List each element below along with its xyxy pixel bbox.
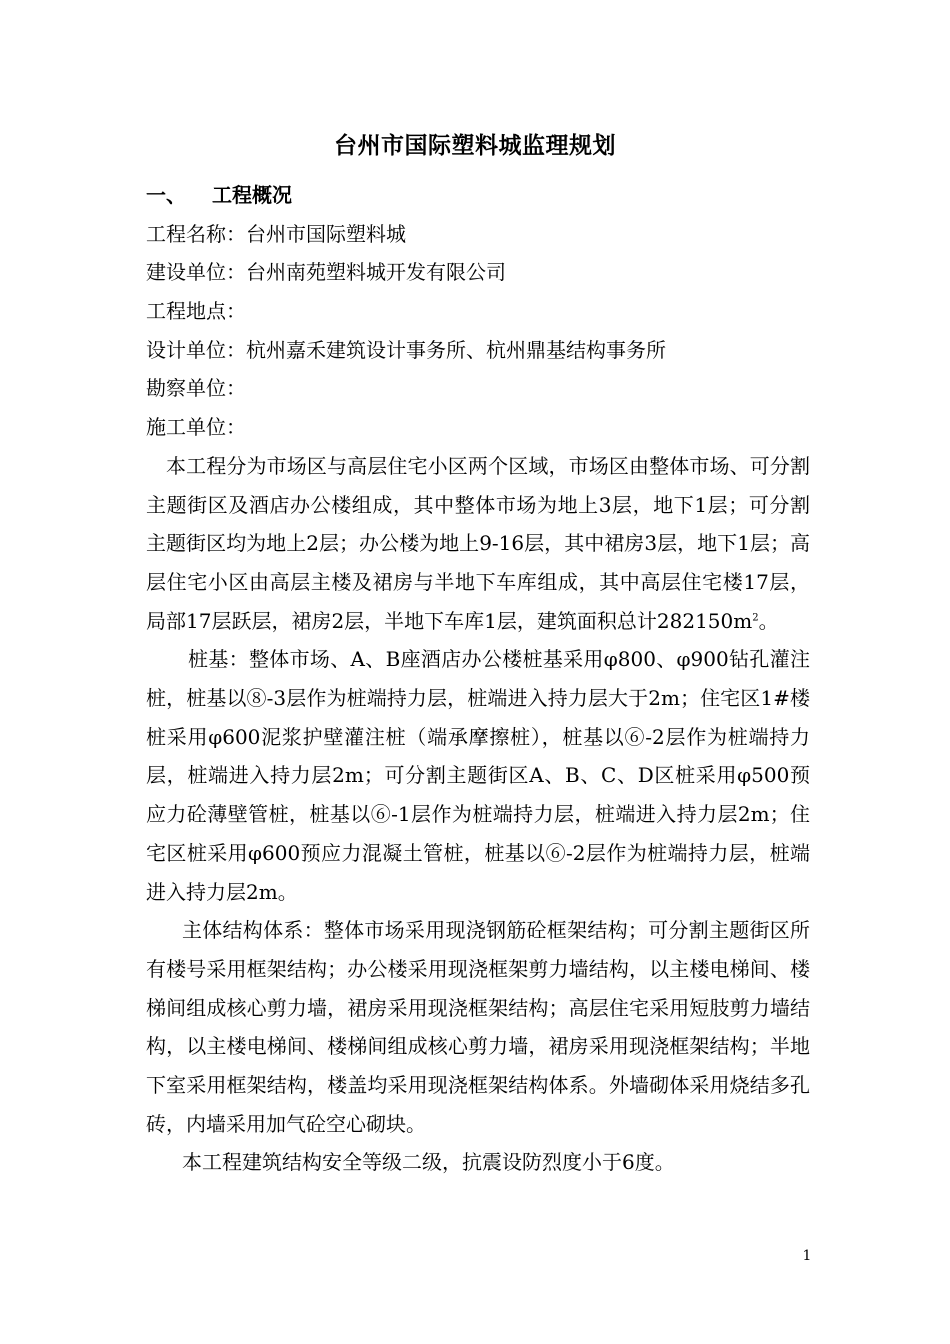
document-body	[146, 176, 810, 1182]
paragraph-safety: 本工程建筑结构安全等级二级，抗震设防烈度小于6度。	[182, 1150, 675, 1175]
paragraph-piles: 桩基：整体市场、A、B座酒店办公楼桩基采用φ800、φ900钻孔灌注桩，桩基以⑧-3层作为桩端持力层，桩端进入持力层大于2m；住宅区1#楼桩采用φ600泥浆护壁灌注桩（端承摩擦桩），桩基以⑥-2层作为桩端持力层，桩端进入持力层2m；可分割主题街区A、B、C、D区桩采用φ500预应力砼薄壁管桩，桩基以⑥-1层作为桩端持力层，桩端进入持力层2m；住宅区桩采用φ600预应力混凝土管桩，桩基以⑥-2层作为桩端持力层，桩端进入持力层2m。	[146, 647, 810, 904]
section-number: 一、	[146, 183, 186, 207]
field-developer	[146, 253, 810, 292]
field-label: 施工单位：	[146, 415, 246, 440]
superscript: 2	[752, 611, 759, 623]
field-value: 台州市国际塑料城	[246, 221, 406, 246]
page-number: 1	[802, 1248, 812, 1264]
field-project-name	[146, 215, 810, 254]
section-heading	[146, 176, 810, 215]
field-value: 杭州嘉禾建筑设计事务所、杭州鼎基结构事务所	[246, 337, 666, 362]
field-label: 工程地点：	[146, 299, 246, 324]
field-label: 建设单位：	[146, 260, 246, 285]
field-label: 勘察单位：	[146, 376, 246, 401]
paragraph-structure: 主体结构体系：整体市场采用现浇钢筋砼框架结构；可分割主题街区所有楼号采用框架结构；办公楼采用现浇框架剪力墙结构，以主楼电梯间、楼梯间组成核心剪力墙，裙房采用现浇框架结构；高层住宅采用短肢剪力墙结构，以主楼电梯间、楼梯间组成核心剪力墙，裙房采用现浇框架结构；半地下室采用框架结构，楼盖均采用现浇框架结构体系。外墙砌体采用烧结多孔砖，内墙采用加气砼空心砌块。	[146, 918, 810, 1136]
field-contractor	[146, 408, 810, 447]
paragraph-overview	[146, 447, 810, 641]
field-value: 台州南苑塑料城开发有限公司	[246, 260, 506, 285]
paragraph-end: 。	[758, 608, 779, 633]
field-label: 设计单位：	[146, 337, 246, 362]
section-title: 工程概况	[212, 183, 292, 207]
field-designer	[146, 331, 810, 370]
field-location	[146, 292, 810, 331]
document-title: 台州市国际塑料城监理规划	[334, 132, 616, 159]
field-survey	[146, 369, 810, 408]
paragraph-text: 本工程分为市场区与高层住宅小区两个区域，市场区由整体市场、可分割主题街区及酒店办公楼组成，其中整体市场为地上3层，地下1层；可分割主题街区均为地上2层；办公楼为地上9-16层，其中裙房3层，地下1层；高层住宅小区由高层主楼及裙房与半地下车库组成，其中高层住宅楼17层，局部17层跃层，裙房2层，半地下车库1层，建筑面积总计282150m	[146, 453, 810, 633]
field-label: 工程名称：	[146, 221, 246, 246]
